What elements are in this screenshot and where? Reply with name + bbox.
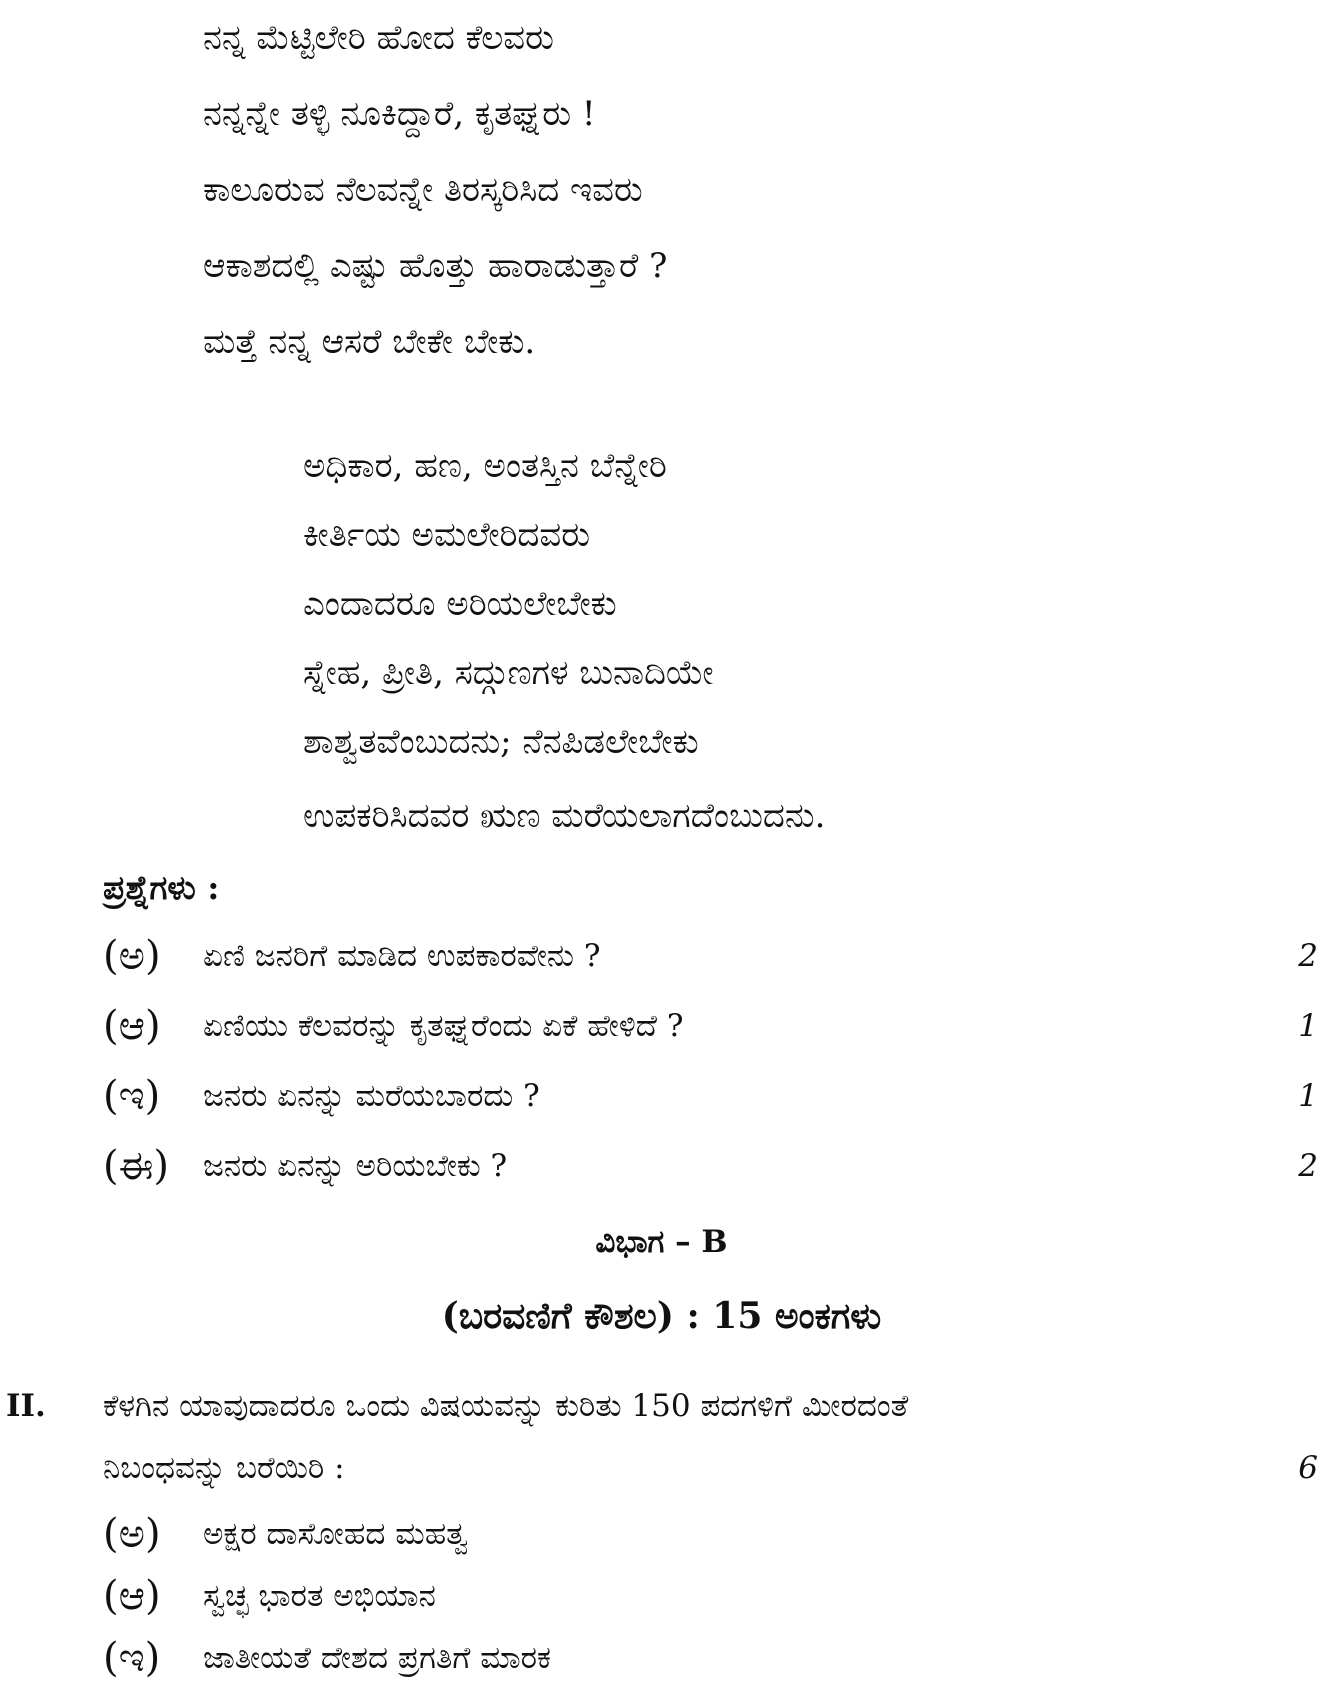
question-text: ಏಣಿಯು ಕೆಲವರನ್ನು ಕೃತಘ್ನರೆಂದು ಏಕೆ ಹೇಳಿದೆ ? — [203, 1008, 684, 1044]
poem-line: ನನ್ನನ್ನೇ ತಳ್ಳಿ ನೂಕಿದ್ದಾರೆ, ಕೃತಘ್ನರು ! — [203, 94, 596, 134]
question-label: (ಆ) — [103, 1003, 161, 1049]
option-label: (ಅ) — [103, 1511, 161, 1557]
question-label: (ಇ) — [103, 1073, 161, 1119]
question-label: (ಈ) — [103, 1143, 169, 1189]
essay-option — [103, 1570, 1318, 1622]
section-subtitle: (ಬರವಣಿಗೆ ಕೌಶಲ) : 15 ಅಂಕಗಳು — [441, 1295, 882, 1337]
question-text: ಏಣಿ ಜನರಿಗೆ ಮಾಡಿದ ಉಪಕಾರವೇನು ? — [203, 938, 601, 974]
option-text: ಜಾತೀಯತೆ ದೇಶದ ಪ್ರಗತಿಗೆ ಮಾರಕ — [203, 1640, 551, 1676]
question-instruction: ಕೆಳಗಿನ ಯಾವುದಾದರೂ ಒಂದು ವಿಷಯವನ್ನು ಕುರಿತು 150 ಪದಗಳಿಗೆ ಮೀರದಂತೆ — [103, 1388, 909, 1424]
poem-line: ಶಾಶ್ವತವೆಂಬುದನು; ನೆನಪಿಡಲೇಬೇಕು — [303, 722, 699, 762]
question-number: II. — [6, 1388, 46, 1424]
question-text: ಜನರು ಏನನ್ನು ಮರೆಯಬಾರದು ? — [203, 1078, 540, 1114]
option-label: (ಇ) — [103, 1635, 161, 1681]
poem-line: ಅಧಿಕಾರ, ಹಣ, ಅಂತಸ್ತಿನ ಬೆನ್ನೇರಿ — [303, 446, 667, 486]
section-title: ವಿಭಾಗ – B — [595, 1224, 728, 1260]
question-marks: 2 — [1298, 1148, 1318, 1184]
question-instruction: ನಿಬಂಧವನ್ನು ಬರೆಯಿರಿ : — [103, 1450, 345, 1486]
poem-line: ಸ್ನೇಹ, ಪ್ರೀತಿ, ಸದ್ಗುಣಗಳ ಬುನಾದಿಯೇ — [303, 653, 714, 693]
poem-line: ಎಂದಾದರೂ ಅರಿಯಲೇಬೇಕು — [303, 584, 617, 624]
poem-line: ಕಾಲೂರುವ ನೆಲವನ್ನೇ ತಿರಸ್ಕರಿಸಿದ ಇವರು — [203, 170, 643, 210]
question-label: (ಅ) — [103, 933, 161, 979]
poem-line: ನನ್ನ ಮೆಟ್ಟಿಲೇರಿ ಹೋದ ಕೆಲವರು — [203, 18, 554, 58]
essay-option — [103, 1508, 1318, 1560]
question-marks: 6 — [1298, 1450, 1318, 1486]
questions-heading: ಪ್ರಶ್ನೆಗಳು : — [103, 868, 220, 907]
question-row — [103, 1000, 1318, 1052]
question-marks: 1 — [1298, 1078, 1318, 1114]
question-marks: 2 — [1298, 938, 1318, 974]
poem-line: ಆಕಾಶದಲ್ಲಿ ಎಷ್ಟು ಹೊತ್ತು ಹಾರಾಡುತ್ತಾರೆ ? — [203, 246, 668, 286]
poem-line: ಉಪಕರಿಸಿದವರ ಋಣ ಮರೆಯಲಾಗದೆಂಬುದನು. — [303, 796, 826, 836]
option-label: (ಆ) — [103, 1573, 161, 1619]
poem-line: ಮತ್ತೆ ನನ್ನ ಆಸರೆ ಬೇಕೇ ಬೇಕು. — [203, 322, 536, 362]
poem-line: ಕೀರ್ತಿಯ ಅಮಲೇರಿದವರು — [303, 515, 591, 555]
option-text: ಸ್ವಚ್ಛ ಭಾರತ ಅಭಿಯಾನ — [203, 1578, 436, 1614]
question-text: ಜನರು ಏನನ್ನು ಅರಿಯಬೇಕು ? — [203, 1148, 508, 1184]
essay-option — [103, 1632, 1318, 1684]
question-marks: 1 — [1298, 1008, 1318, 1044]
question-row — [103, 1070, 1318, 1122]
question-row — [103, 1140, 1318, 1192]
option-text: ಅಕ್ಷರ ದಾಸೋಹದ ಮಹತ್ವ — [203, 1516, 469, 1552]
question-row — [103, 930, 1318, 982]
